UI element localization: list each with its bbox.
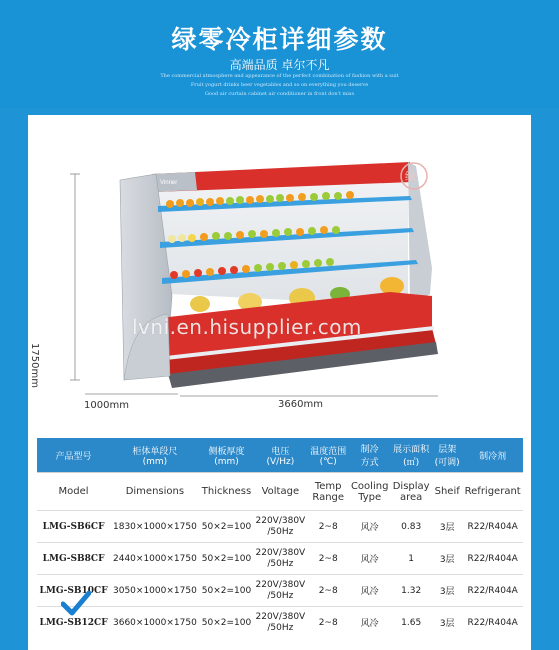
table-row <box>37 543 523 575</box>
cell-cooling: 风冷 <box>349 575 390 607</box>
height-dimension-label: 1750mm <box>29 343 40 388</box>
header-refrigerant-en: Refrigerant <box>462 473 523 511</box>
spec-table <box>37 438 523 638</box>
header-temp-en: Temp Range <box>307 473 349 511</box>
cell-display-area: 0.83 <box>390 511 432 543</box>
cell-shelf: 3层 <box>432 575 462 607</box>
cell-cooling: 风冷 <box>349 607 390 639</box>
cell-display-area: 1.65 <box>390 607 432 639</box>
header-dimensions-cn: 柜体单段尺 (mm) <box>110 438 200 473</box>
cell-shelf: 3层 <box>432 607 462 639</box>
cell-shelf: 3层 <box>432 543 462 575</box>
table-header-row-cn <box>37 438 523 473</box>
header-temp-cn: 温度范围 (℃) <box>307 438 349 473</box>
watermark-text: lvni.en.hisupplier.com <box>132 315 362 339</box>
table-row <box>37 511 523 543</box>
cell-refrigerant: R22/R404A <box>462 543 523 575</box>
cell-voltage: 220V/380V /50Hz <box>253 543 307 575</box>
cell-model: LMG-SB8CF <box>37 543 110 575</box>
header-display-area-en: Display area <box>390 473 432 511</box>
refrigerator-image <box>40 118 520 423</box>
header-voltage-cn: 电压 (V/Hz) <box>253 438 307 473</box>
header-banner <box>0 0 559 108</box>
cell-temp: 2~8 <box>307 511 349 543</box>
product-illustration <box>29 118 520 423</box>
header-voltage-en: Voltage <box>253 473 307 511</box>
cell-refrigerant: R22/R404A <box>462 575 523 607</box>
cell-dimensions: 3050×1000×1750 <box>110 575 200 607</box>
table-header-row-en <box>37 473 523 511</box>
cell-temp: 2~8 <box>307 575 349 607</box>
header-model-en: Model <box>37 473 110 511</box>
header-dimensions-en: Dimensions <box>110 473 200 511</box>
cell-temp: 2~8 <box>307 543 349 575</box>
checkmark-icon <box>61 591 91 617</box>
cell-shelf: 3层 <box>432 511 462 543</box>
header-cooling-en: Cooling Type <box>349 473 390 511</box>
header-model-cn: 产品型号 <box>37 438 110 473</box>
table-row <box>37 607 523 639</box>
cell-refrigerant: R22/R404A <box>462 607 523 639</box>
cell-thickness: 50×2=100 <box>200 543 254 575</box>
cell-cooling: 风冷 <box>349 543 390 575</box>
cell-model: LMG-SB10CF <box>37 575 110 607</box>
page-subtitle: 高端品质 卓尔不凡 <box>229 58 330 72</box>
cell-thickness: 50×2=100 <box>200 575 254 607</box>
cell-dimensions: 2440×1000×1750 <box>110 543 200 575</box>
english-tagline-3: Good air curtain cabinet air conditioner in front don't miss <box>204 91 355 97</box>
cell-cooling: 风冷 <box>349 511 390 543</box>
cell-voltage: 220V/380V /50Hz <box>253 511 307 543</box>
width-dimension-label: 3660mm <box>278 399 323 410</box>
cell-refrigerant: R22/R404A <box>462 511 523 543</box>
page-title: 绿零冷柜详细参数 <box>171 25 388 54</box>
english-tagline-1: The commercial atmosphere and appearance of the perfect combination of fashion with a suit <box>160 73 399 79</box>
cell-voltage: 220V/380V /50Hz <box>253 607 307 639</box>
english-tagline-2: Fruit yogurt drinks beer vegetables and so on everything you deserve <box>190 82 369 88</box>
cell-thickness: 50×2=100 <box>200 511 254 543</box>
header-thickness-cn: 侧板厚度 (mm) <box>200 438 254 473</box>
cell-display-area: 1.32 <box>390 575 432 607</box>
header-thickness-en: Thickness <box>200 473 254 511</box>
depth-dimension-label: 1000mm <box>84 400 129 411</box>
header-display-area-cn: 展示面积 (㎡) <box>390 438 432 473</box>
cell-model: LMG-SB12CF <box>37 607 110 639</box>
cell-dimensions: 3660×1000×1750 <box>110 607 200 639</box>
header-shelf-cn: 层架 (可调) <box>432 438 462 473</box>
cell-temp: 2~8 <box>307 607 349 639</box>
svg-text:绿: 绿 <box>405 170 416 183</box>
cell-dimensions: 1830×1000×1750 <box>110 511 200 543</box>
cell-display-area: 1 <box>390 543 432 575</box>
header-cooling-cn: 制冷 方式 <box>349 438 390 473</box>
table-row <box>37 575 523 607</box>
cell-model: LMG-SB6CF <box>37 511 110 543</box>
cell-thickness: 50×2=100 <box>200 607 254 639</box>
header-shelf-en: Sheif <box>432 473 462 511</box>
header-refrigerant-cn: 制冷剂 <box>462 438 523 473</box>
cell-voltage: 220V/380V /50Hz <box>253 575 307 607</box>
svg-text:Vinner: Vinner <box>160 180 178 186</box>
